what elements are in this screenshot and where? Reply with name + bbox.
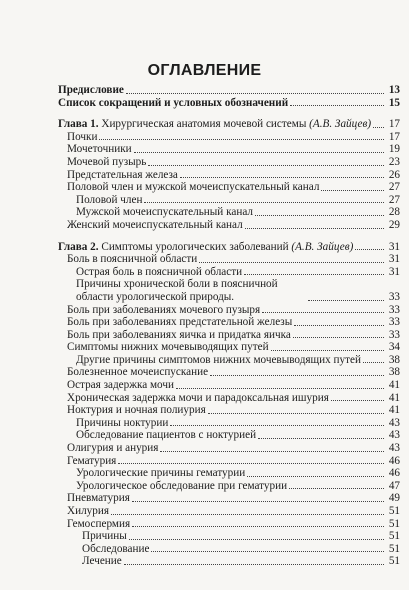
toc-entry-label [76, 429, 256, 442]
toc-entry-label [67, 442, 158, 455]
toc-entry-row[interactable] [58, 379, 400, 392]
dot-leader [355, 249, 384, 250]
entry-text: Половой член [76, 193, 143, 206]
entry-text: Ноктурия и ночная полиурия [67, 404, 206, 417]
dot-leader [210, 375, 384, 376]
entry-text: Другие причины симптомов нижних мочевыводящих путей [76, 353, 361, 366]
toc-entry-label [67, 316, 292, 329]
dot-leader [290, 105, 384, 106]
toc-entry-label [67, 253, 197, 266]
page-number: 43 [388, 429, 400, 442]
toc-entry-row[interactable] [58, 266, 400, 279]
toc-entry-row[interactable] [58, 169, 400, 182]
chapter-number: Глава 1. [58, 118, 99, 131]
entry-text: Причины хронической боли в поясничной области урологической природы. [76, 278, 278, 303]
dot-leader [245, 228, 384, 229]
page-number: 27 [388, 181, 400, 194]
dot-leader [176, 388, 384, 389]
dot-leader [160, 451, 384, 452]
toc-entry-label [67, 392, 329, 405]
toc-entry-label [58, 84, 124, 97]
entry-text: Хилурия [67, 505, 109, 517]
entry-text: Почки [67, 130, 98, 143]
toc-entry-row[interactable] [58, 543, 400, 556]
dot-leader [271, 350, 384, 351]
dot-leader [373, 127, 384, 128]
page-number: 38 [388, 353, 400, 366]
toc-entry-label [67, 156, 146, 169]
page-number: 49 [388, 492, 400, 505]
page-number: 51 [388, 542, 400, 555]
chapter-author: (А.В. Зайцев) [309, 118, 372, 131]
page-number: 43 [388, 442, 400, 455]
toc-entry-row[interactable] [58, 206, 400, 219]
page-title: ОГЛАВЛЕНИЕ [147, 62, 262, 79]
entry-text: Гемоспермия [67, 517, 131, 530]
table-of-contents [58, 84, 400, 568]
page-number: 43 [388, 416, 400, 429]
toc-entry-label [67, 304, 260, 317]
toc-entry-label [76, 194, 142, 207]
entry-text: Женский мочеиспускательный канал [67, 218, 243, 231]
toc-entry-label [76, 266, 242, 279]
entry-text: Причины [82, 530, 127, 543]
dot-leader [331, 400, 384, 401]
toc-entry-label [67, 143, 132, 156]
dot-leader [151, 551, 384, 552]
page-number: 17 [388, 130, 400, 143]
entry-text: Боль в поясничной области [67, 253, 198, 266]
page-number: 38 [388, 366, 400, 379]
page-number: 51 [388, 530, 400, 543]
entry-text: Причины ноктурии [76, 416, 169, 429]
toc-entry-label [67, 505, 109, 518]
toc-entry-label [76, 206, 253, 219]
dot-leader [170, 425, 384, 426]
toc-entry-label [67, 181, 319, 194]
dot-leader [199, 262, 384, 263]
entry-text: Мочеточники [67, 143, 132, 156]
page-number: 51 [388, 517, 400, 530]
dot-leader [132, 501, 384, 502]
page-number: 33 [388, 303, 400, 316]
page-number: 28 [388, 206, 400, 219]
dot-leader [134, 152, 384, 153]
toc-entry-row[interactable] [58, 429, 400, 442]
toc-entry-row[interactable] [58, 97, 400, 110]
toc-entry-label [76, 278, 306, 303]
toc-entry-label [67, 455, 116, 468]
dot-leader [262, 312, 384, 313]
entry-text: Симптомы урологических заболеваний [98, 240, 292, 253]
toc-entry-label [76, 467, 245, 480]
toc-entry-label [58, 118, 371, 131]
page-number: 29 [388, 218, 400, 231]
dot-leader [118, 463, 384, 464]
toc-entry-row[interactable] [58, 219, 400, 232]
entry-text: Боль при заболеваниях предстательной железы [67, 316, 293, 329]
entry-text: Лечение [82, 555, 122, 568]
entry-text: Олигурия и анурия [67, 442, 159, 455]
toc-entry-label [58, 241, 353, 254]
toc-entry-label [67, 131, 97, 144]
page-number: 15 [388, 96, 400, 109]
toc-entry-label [76, 354, 361, 367]
entry-text: Хроническая задержка мочи и парадоксальная ишурия [67, 391, 329, 404]
page-number: 27 [388, 193, 400, 206]
toc-chapter-row[interactable] [58, 241, 400, 254]
dot-leader [258, 438, 384, 439]
entry-text: Острая задержка мочи [67, 379, 174, 392]
toc-entry-label [67, 404, 206, 417]
page-number: 23 [388, 155, 400, 168]
page-number: 31 [388, 253, 400, 266]
toc-entry-row[interactable] [58, 143, 400, 156]
toc-entry-row[interactable] [58, 366, 400, 379]
dot-leader [255, 215, 384, 216]
toc-entry-label [67, 492, 130, 505]
dot-leader [247, 476, 384, 477]
toc-entry-row[interactable] [58, 194, 400, 207]
toc-entry-row[interactable] [58, 304, 400, 317]
toc-entry-row[interactable] [58, 480, 400, 493]
toc-entry-row[interactable] [58, 505, 400, 518]
page-number: 31 [388, 265, 400, 278]
dot-leader [126, 93, 384, 94]
entry-text: Пневматурия [67, 492, 130, 505]
toc-entry-row[interactable] [58, 492, 400, 505]
page-number: 51 [388, 555, 400, 568]
dot-leader [294, 325, 384, 326]
toc-entry-row[interactable] [58, 278, 400, 303]
dot-leader [308, 300, 384, 301]
page-number: 17 [388, 118, 400, 131]
entry-text: Предстательная железа [67, 168, 178, 181]
chapter-author: (А.В. Зайцев) [291, 240, 354, 253]
toc-entry-label [76, 480, 287, 493]
entry-text: Гематурия [67, 454, 117, 467]
toc-entry-row[interactable] [58, 354, 400, 367]
dot-leader [289, 488, 384, 489]
entry-text: Половой член и мужской мочеиспускательный канал [67, 181, 320, 194]
page-number: 26 [388, 168, 400, 181]
toc-entry-row[interactable] [58, 316, 400, 329]
entry-text: Острая боль в поясничной области [76, 265, 243, 278]
toc-entry-row[interactable] [58, 455, 400, 468]
entry-text: Хирургическая анатомия мочевой системы [98, 118, 310, 131]
entry-text: Обследование пациентов с ноктурией [76, 429, 257, 442]
page-number: 41 [388, 391, 400, 404]
toc-entry-label [67, 518, 130, 531]
toc-entry-row[interactable] [58, 530, 400, 543]
page-number: 19 [388, 143, 400, 156]
page-number: 33 [388, 290, 400, 303]
page-number: 46 [388, 467, 400, 480]
toc-entry-row[interactable] [58, 131, 400, 144]
entry-text: Боль при заболеваниях яичка и придатка яичка [67, 328, 291, 341]
page-number: 34 [388, 341, 400, 354]
page-number: 41 [388, 404, 400, 417]
page-number: 13 [388, 84, 400, 96]
toc-entry-row[interactable] [58, 404, 400, 417]
page-number: 46 [388, 454, 400, 467]
toc-entry-row[interactable] [58, 417, 400, 430]
entry-text: Мужской мочеиспускательный канал [76, 206, 253, 219]
page-number: 33 [388, 316, 400, 329]
toc-entry-row[interactable] [58, 253, 400, 266]
entry-text: Урологическое обследование при гематурии [76, 479, 288, 492]
entry-text: Список сокращений и условных обозначений [58, 96, 289, 109]
dot-leader [244, 274, 384, 275]
dot-leader [363, 362, 384, 363]
page-number: 51 [388, 505, 400, 517]
toc-entry-label [67, 366, 208, 379]
dot-leader [132, 526, 384, 527]
toc-entry-row[interactable] [58, 467, 400, 480]
entry-text: Болезненное мочеиспускание [67, 366, 209, 379]
toc-chapter-row[interactable] [58, 118, 400, 131]
chapter-number: Глава 2. [58, 240, 99, 253]
toc-entry-label [82, 555, 122, 568]
page-number: 33 [388, 328, 400, 341]
entry-text: Предисловие [58, 84, 124, 96]
toc-entry-label [67, 329, 291, 342]
toc-entry-row[interactable] [58, 181, 400, 194]
toc-entry-label [67, 169, 178, 182]
page-number: 41 [388, 379, 400, 392]
entry-text: Симптомы нижних мочевыводящих путей [67, 341, 269, 354]
entry-text: Урологические причины гематурии [76, 467, 246, 480]
dot-leader [293, 337, 384, 338]
dot-leader [208, 413, 384, 414]
dot-leader [180, 177, 384, 178]
entry-text: Мочевой пузырь [67, 155, 147, 168]
toc-entry-label [58, 97, 288, 110]
toc-entry-label [67, 219, 243, 232]
page-number: 31 [388, 240, 400, 253]
dot-leader [111, 514, 384, 515]
toc-entry-row[interactable] [58, 392, 400, 405]
dot-leader [144, 202, 384, 203]
toc-entry-label [82, 543, 149, 556]
dot-leader [129, 539, 384, 540]
page-number: 47 [388, 479, 400, 492]
toc-entry-row[interactable] [58, 329, 400, 342]
toc-entry-row[interactable] [58, 555, 400, 568]
toc-entry-label [82, 530, 127, 543]
toc-entry-row[interactable] [58, 518, 400, 531]
dot-leader [148, 165, 384, 166]
dot-leader [321, 190, 384, 191]
toc-entry-row[interactable] [58, 156, 400, 169]
toc-entry-row[interactable] [58, 442, 400, 455]
toc-entry-row[interactable] [58, 84, 400, 97]
toc-entry-row[interactable] [58, 341, 400, 354]
dot-leader [99, 139, 384, 140]
dot-leader [124, 564, 384, 565]
entry-text: Боль при заболеваниях мочевого пузыря [67, 303, 261, 316]
toc-entry-label [67, 341, 269, 354]
entry-text: Обследование [82, 542, 150, 555]
toc-entry-label [67, 379, 174, 392]
toc-entry-label [76, 417, 168, 430]
